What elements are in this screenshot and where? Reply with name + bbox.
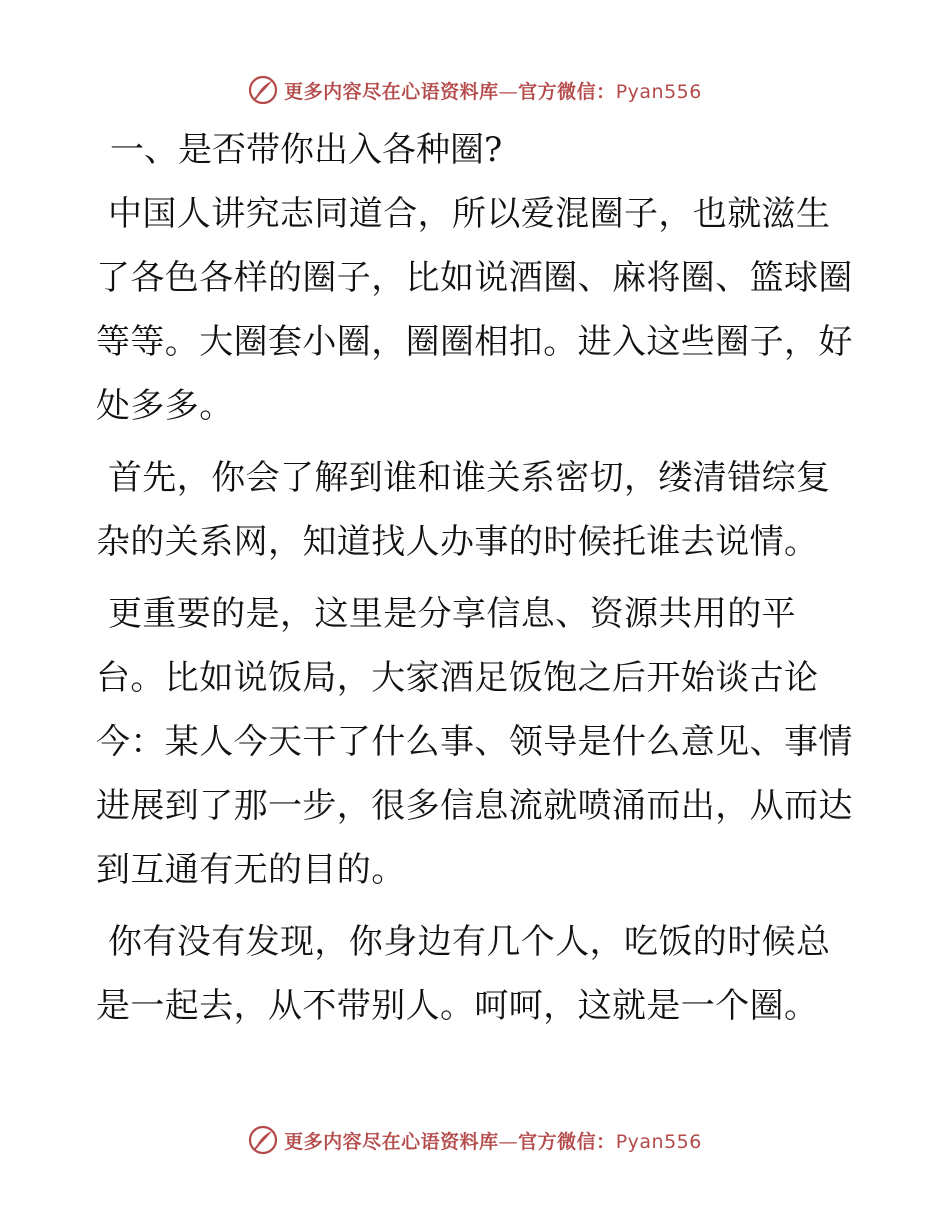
- paragraph-4: 你有没有发现，你身边有几个人，吃饭的时候总是一起去，从不带别人。呵呵，这就是一个圈。: [96, 922, 831, 1026]
- paragraph-3: 更重要的是，这里是分享信息、资源共用的平台。比如说饭局，大家酒足饭饱之后开始谈古论今：某人今天干了什么事、领导是什么意见、事情进展到了那一步，很多信息流就喷涌而出，从而达到互通有无的目的。: [96, 594, 853, 890]
- watermark-text: [284, 1127, 702, 1154]
- watermark-suffix: 官方微信：: [518, 80, 616, 103]
- feather-quill-logo-icon: [248, 1125, 278, 1155]
- watermark-wechat-id: Pyan556: [615, 80, 702, 103]
- watermark-text: [284, 77, 702, 104]
- watermark-brand: 更多内容尽在心语资料库: [284, 1130, 499, 1153]
- watermark-wechat-id: Pyan556: [615, 1130, 702, 1153]
- document-body: [96, 122, 856, 1046]
- footer-watermark: [0, 1120, 950, 1160]
- paragraph-1: 中国人讲究志同道合，所以爱混圈子，也就滋生了各色各样的圈子，比如说酒圈、麻将圈、篮球圈等等。大圈套小圈，圈圈相扣。进入这些圈子，好处多多。: [96, 194, 853, 426]
- watermark-suffix: 官方微信：: [518, 1130, 616, 1153]
- watermark-separator: —: [498, 1130, 519, 1153]
- section-heading: 一、是否带你出入各种圈?: [110, 130, 503, 170]
- paragraph-2: 首先，你会了解到谁和谁关系密切，缕清错综复杂的关系网，知道找人办事的时候托谁去说情。: [96, 458, 831, 562]
- watermark-brand: 更多内容尽在心语资料库: [284, 80, 499, 103]
- feather-quill-logo-icon: [248, 75, 278, 105]
- header-watermark: [0, 70, 950, 110]
- watermark-separator: —: [498, 80, 519, 103]
